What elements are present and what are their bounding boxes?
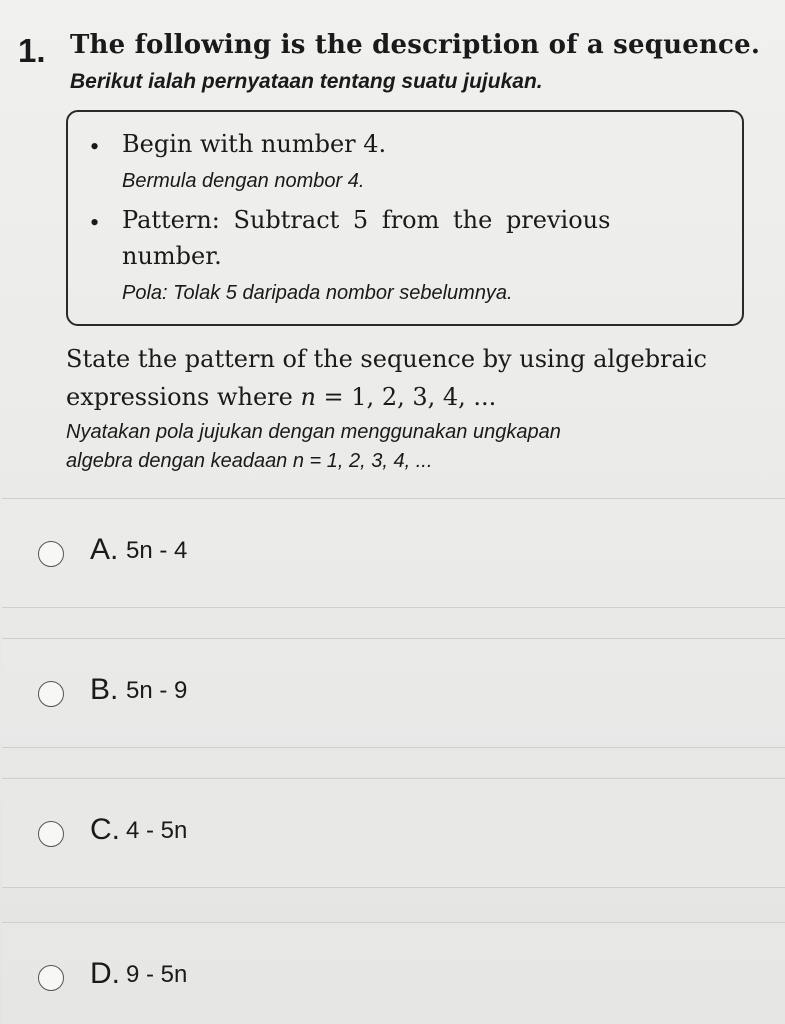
question-title-malay: Berikut ialah pernyataan tentang suatu jujukan. bbox=[70, 70, 543, 93]
question-title: The following is the description of a sequence. bbox=[70, 30, 761, 60]
instruction-english-line1: State the pattern of the sequence by using algebraic bbox=[66, 345, 707, 373]
option-b[interactable] bbox=[2, 638, 785, 748]
radio-circle-icon[interactable] bbox=[38, 681, 64, 707]
bullet-dot-icon: • bbox=[90, 208, 100, 237]
option-text: 5n - 9 bbox=[126, 677, 188, 704]
option-letter: B. bbox=[90, 673, 119, 706]
radio-circle-icon[interactable] bbox=[38, 965, 64, 991]
description-item-2-malay: Pola: Tolak 5 daripada nombor sebelumnya. bbox=[122, 282, 513, 304]
option-letter: D. bbox=[90, 957, 120, 990]
bullet-dot-icon: • bbox=[90, 132, 100, 161]
instruction-english-suffix: = 1, 2, 3, 4, ... bbox=[315, 383, 497, 411]
option-text: 5n - 4 bbox=[126, 537, 188, 564]
description-item-1: Begin with number 4. bbox=[122, 130, 387, 158]
instruction-english-line2 bbox=[66, 378, 756, 416]
instruction-english bbox=[66, 340, 756, 416]
instruction-malay-prefix: algebra dengan keadaan bbox=[66, 450, 293, 472]
instruction-english-prefix: expressions where bbox=[66, 383, 301, 411]
description-item-2-line2: number. bbox=[122, 242, 222, 270]
description-box bbox=[66, 110, 744, 326]
radio-circle-icon[interactable] bbox=[38, 541, 64, 567]
variable-n: n bbox=[292, 450, 304, 472]
instruction-malay-line2 bbox=[66, 447, 756, 476]
description-item-1-malay: Bermula dengan nombor 4. bbox=[122, 170, 365, 192]
instruction-malay-suffix: = 1, 2, 3, 4, ... bbox=[304, 450, 433, 472]
option-a[interactable] bbox=[2, 498, 785, 608]
option-text: 9 - 5n bbox=[126, 961, 188, 988]
radio-circle-icon[interactable] bbox=[38, 821, 64, 847]
option-letter: C. bbox=[90, 813, 120, 846]
instruction-malay bbox=[66, 418, 756, 476]
instruction-malay-line1: Nyatakan pola jujukan dengan menggunakan ungkapan bbox=[66, 421, 561, 443]
option-c[interactable] bbox=[2, 778, 785, 888]
description-item-2-line1: Pattern: Subtract 5 from the previous bbox=[122, 206, 611, 234]
option-text: 4 - 5n bbox=[126, 817, 188, 844]
option-letter: A. bbox=[90, 533, 119, 566]
question-number: 1. bbox=[18, 32, 46, 69]
option-d[interactable] bbox=[2, 922, 785, 1024]
variable-n: n bbox=[300, 383, 316, 411]
